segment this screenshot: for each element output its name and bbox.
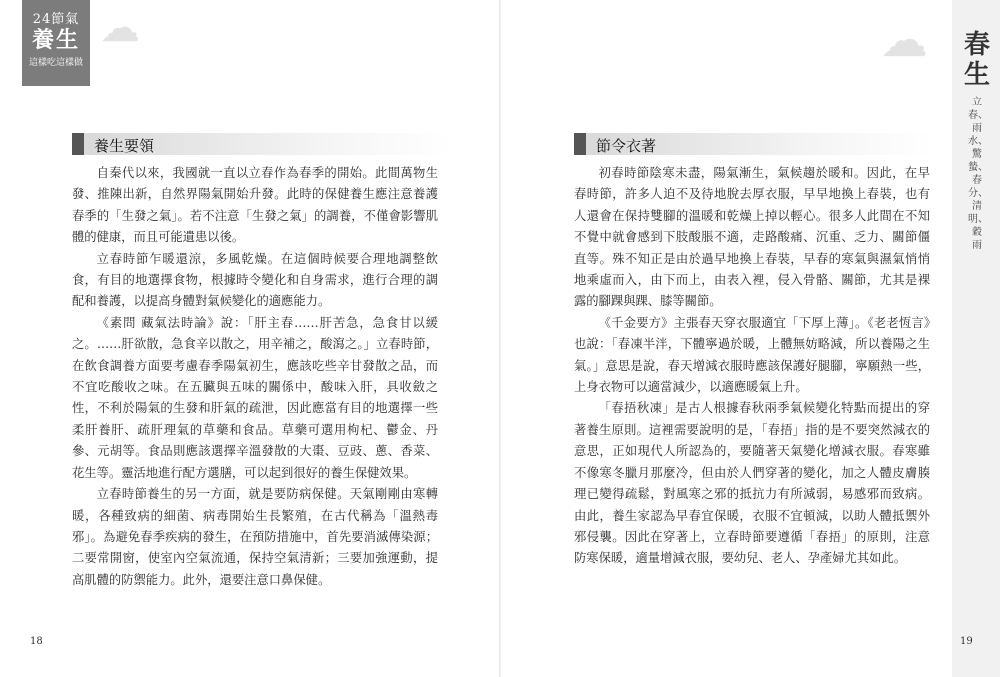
logo-line-2: 養生: [31, 27, 80, 53]
page-gutter: [499, 0, 501, 677]
cloud-ornament-icon: ☁: [100, 5, 140, 51]
paragraph: 《千金要方》主張春天穿衣服適宜「下厚上薄」。《老老恆言》也說：「春凍半泮，下體寧過於暖，上體無妨略減，所以養陽之生氣。」意思是說，春天增減衣服時應該保護好腿腳，寧願熱一些，上身衣物可以適當減少，以適應暖氣上升。: [574, 315, 930, 395]
section-heading-right: [574, 133, 934, 155]
cloud-ornament-icon: ☁: [880, 12, 928, 68]
book-logo: [22, 0, 90, 86]
paragraph: 立春時節乍暖還涼，多風乾燥。在這個時候要合理地調整飲食，有目的地選擇食物，根據時令變化和自身需求，進行合理的調配和養護，以提高身體對氣候變化的適應能力。: [72, 251, 438, 309]
paragraph: 自秦代以來，我國就一直以立春作為春季的開始。此間萬物生發、推陳出新，自然界陽氣開始升發。此時的保健養生應注意養護春季的「生發之氣」。若不注意「生發之氣」的調養，不僅會影響肌體的健康，而且可能遺患以後。: [72, 166, 438, 245]
heading-title: 節令衣著: [596, 137, 657, 155]
heading-bar: [574, 133, 586, 155]
left-body-text: [72, 163, 438, 591]
chapter-title: 春生: [963, 30, 990, 90]
page-number-right: 19: [960, 636, 973, 647]
paragraph: 初春時節陰寒未盡，陽氣漸生，氣候趨於暖和。因此，在早春時節，許多人迫不及待地脫去厚衣服，早早地換上春裝，也有人還會在保持雙腳的溫暖和乾燥上掉以輕心。很多人此間在不知不覺中就會感到下肢酸脹不適，走路酸痛、沉重、乏力、關節僵直等。殊不知正是由於過早地換上春裝，早春的寒氣與濕氣悄悄地乘虛而入，由下而上，由表入裡，侵入骨骼、關節，尤其是裸露的腳踝與踝、膝等關節。: [574, 166, 930, 309]
section-heading-left: [72, 133, 452, 155]
logo-line-3: 這樣吃這樣做: [28, 58, 83, 68]
heading-bar: [72, 133, 84, 155]
solar-terms-list: 立春、雨水、驚蟄、春分、清明、穀雨: [968, 97, 988, 251]
right-body-text: [574, 163, 930, 570]
paragraph: 《素問 藏氣法時論》說：「肝主春……肝苦急，急食甘以緩之。……肝欲散，急食辛以散之，用辛補之，酸瀉之。」立春時節，在飲食調養方面要考慮春季陽氣初生，應該吃些辛甘發散之品，而不宜吃酸收之味。在五臟與五味的關係中，酸味入肝，具收斂之性，不利於陽氣的生發和肝氣的疏泄，因此應當有目的地選擇一些柔肝養肝、疏肝理氣的草藥和食品。草藥可選用枸杞、鬱金、丹參、元胡等。食品則應該選擇辛溫發散的大棗、豆豉、蔥、香菜、花生等。靈活地進行配方選膳，可以起到很好的養生保健效果。: [72, 315, 438, 480]
paragraph: 「春捂秋凍」是古人根據春秋兩季氣候變化特點而提出的穿著養生原則。這裡需要說明的是，「春捂」指的是不要突然減衣的意思，正如現代人所認為的，要隨著天氣變化增減衣服。春寒雖不像寒冬臘月那麼冷，但由於人們穿著的變化，加之人體皮膚腠理已變得疏鬆，對風寒之邪的抵抗力有所減弱，易感邪而致病。由此，養生家認為早春宜保暖，衣服不宜頓減，以助人體抵禦外邪侵襲。因此在穿著上，立春時節要遵循「春捂」的原則，注意防寒保暖，適量增減衣服，要幼兒、老人、孕產婦尤其如此。: [574, 401, 930, 566]
logo-line-1: 24節氣: [32, 12, 80, 27]
chapter-side-tab: [952, 0, 1000, 677]
paragraph: 立春時節養生的另一方面，就是要防病保健。天氣剛剛由寒轉暖，各種致病的細菌、病毒開始生長繁殖，在古代稱為「溫熱毒邪」。為避免春季疾病的發生，在預防措施中，首先要消滅傳染源；二要常開窗，使室內空氣流通，保持空氣清新；三要加強運動，提高肌體的防禦能力。此外，還要注意口鼻保健。: [72, 487, 438, 587]
page-number-left: 18: [30, 636, 43, 647]
heading-title: 養生要領: [94, 137, 155, 155]
